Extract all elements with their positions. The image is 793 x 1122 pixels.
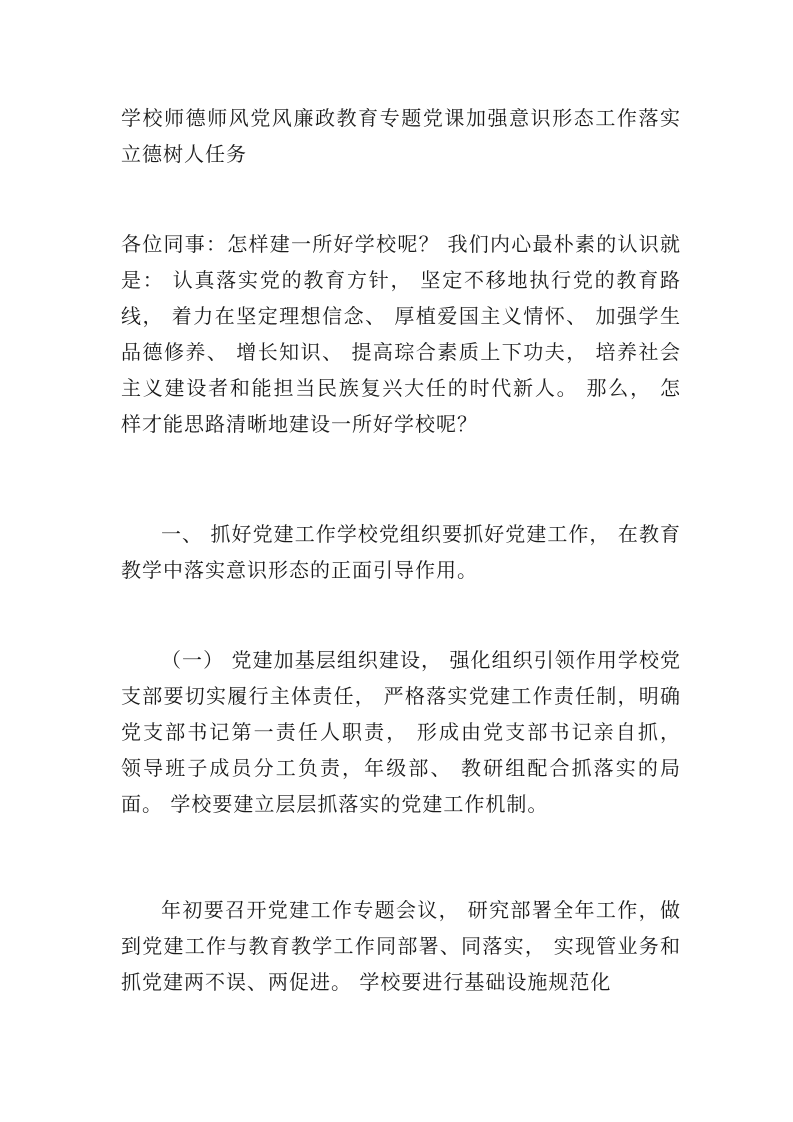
- document-title: 学校师德师风党风廉政教育专题党课加强意识形态工作落实立德树人任务: [121, 106, 681, 166]
- paragraph-annual-meeting: 年初要召开党建工作专题会议， 研究部署全年工作，做到党建工作与教育教学工作同部署、同落实， 实现管业务和抓党建两不误、两促进。 学校要进行基础设施规范化: [121, 898, 681, 994]
- paragraph-subsection-one: （一） 党建加基层组织建设， 强化组织引领作用学校党支部要切实履行主体责任， 严格落实党建工作责任制，明确党支部书记第一责任人职责， 形成由党支部书记亲自抓， 领导班子成员分工负责，年级部、 教研组配合抓落实的局面。 学校要建立层层抓落实的党建工作机制。: [121, 648, 681, 816]
- paragraph-opening: 各位同事：怎样建一所好学校呢？ 我们内心最朴素的认识就是： 认真落实党的教育方针， 坚定不移地执行党的教育路线， 着力在坚定理想信念、 厚植爱国主义情怀、 加强学生品德修养、 增长知识、 提高琮合素质上下功夫， 培养社会主义建设者和能担当民族复兴大任的时代新人。 那么， 怎样才能思路清晰地建设一所好学校呢？: [121, 232, 681, 436]
- paragraph-section-one: 一、 抓好党建工作学校党组织要抓好党建工作， 在教育教学中落实意识形态的正面引导作用。: [121, 522, 681, 582]
